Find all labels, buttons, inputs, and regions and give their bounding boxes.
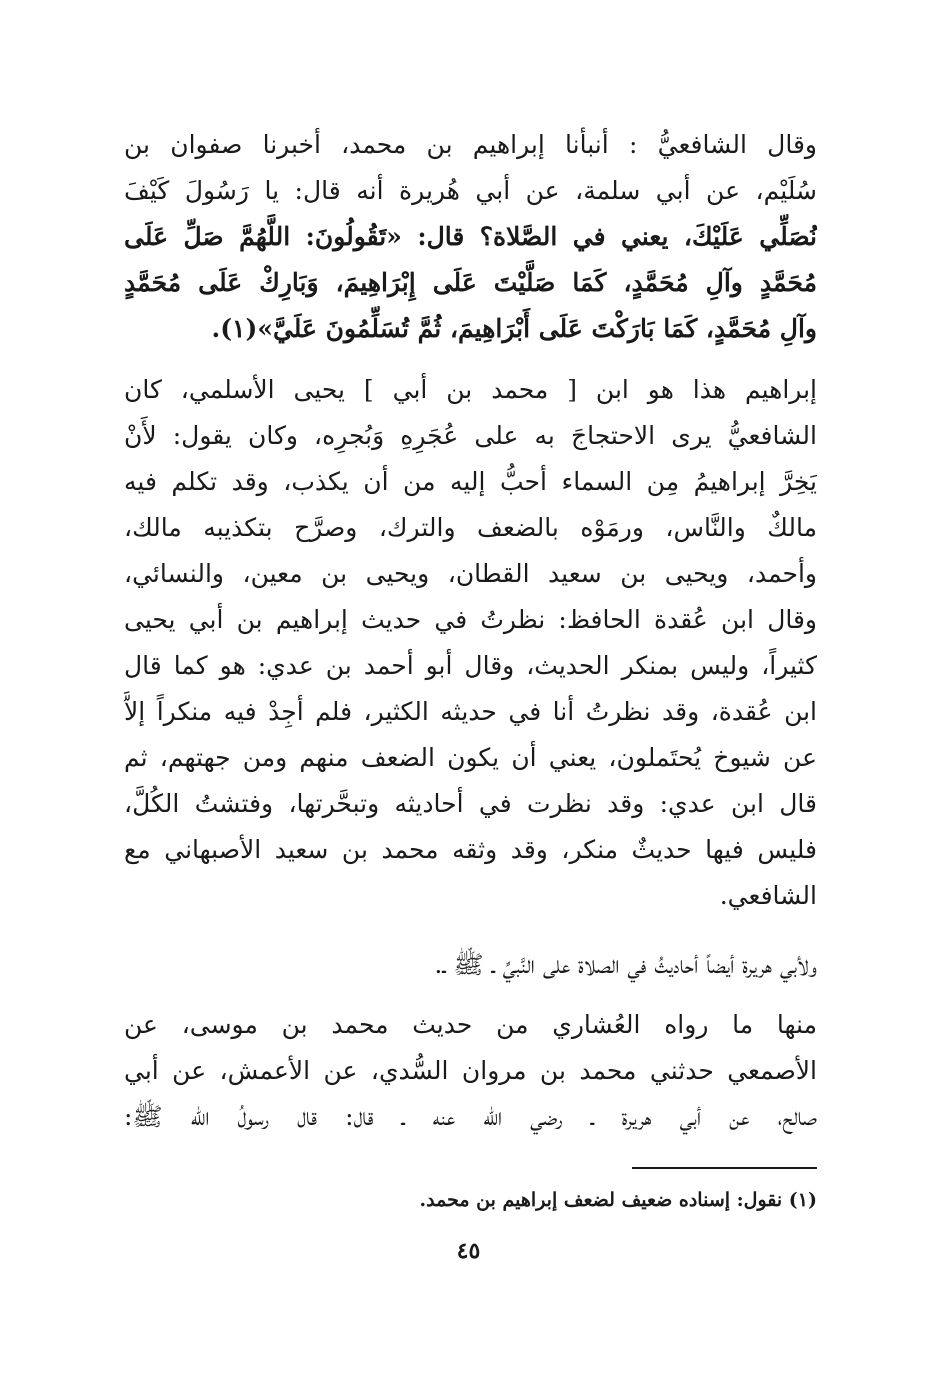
text-line: الشافعي. (719, 881, 817, 910)
text-line: الأصمعي حدثني محمد بن مروان السُّدي، عن الأعمش، عن أبي (124, 1056, 817, 1085)
text-line: منها ما رواه العُشاري من حديث محمد بن موسى، عن (124, 1010, 817, 1039)
text-line: وأحمد، ويحيى بن سعيد القطان، ويحيى بن معين، والنسائي، (124, 559, 817, 588)
text-line: كثيراً، وليس بمنكر الحديث، وقال أبو أحمد بن عدي: هو كما قال (124, 651, 817, 680)
text-line: ولأبي هريرة أيضاً أحاديثُ في الصلاة على النَّبيِّ ـ ﷺ ـ. (434, 950, 817, 979)
paragraph-hadith-shafii (124, 122, 817, 352)
paragraph-ibrahim-commentary (124, 367, 817, 919)
text-line: نُصَلِّي عَلَيْكَ، يعني في الصَّلاة؟ قال: «تَقُولُونَ: اللَّهُمَّ صَلِّ عَلَى (124, 222, 817, 251)
text-line: يَخِرَّ إبراهيمُ مِن السماء أحبُّ إليه من أن يكذب، وقد تكلم فيه (124, 467, 817, 496)
text-line: صالح، عن أبي هريرة ـ رضي الله عنه ـ قال: قال رسولُ الله ﷺ: (124, 1102, 817, 1131)
text-line: ابن عُقدة، وقد نظرتُ أنا في حديثه الكثير، فلم أجِدْ فيه منكراً إلاَّ (124, 697, 817, 726)
footnote-divider (632, 1167, 817, 1169)
page-number: ٤٥ (456, 1238, 481, 1264)
text-line: عن شيوخ يُحتَملون، يعني أن يكون الضعف منهم ومن جهتهم، ثم (124, 743, 817, 772)
text-line: مُحَمَّدٍ وآلِ مُحَمَّدٍ، كَمَا صَلَّيْتَ عَلَى إِبْرَاهِيمَ، وَبَارِكْ عَلَى مُحَمَّدٍ (124, 268, 817, 297)
text-line: الشافعيُّ يرى الاحتجاجَ به على عُجَرِهِ وَبُجرِه، وكان يقول: لأَنْ (124, 421, 817, 450)
text-line: فليس فيها حديثٌ منكر، وقد وثقه محمد بن سعيد الأصبهاني مع (124, 835, 817, 864)
text-line: مالكٌ والنَّاس، ورمَوْه بالضعف والترك، وصرَّح بتكذيبه مالك، (124, 513, 817, 542)
paragraph-abu-hurayra (124, 942, 817, 988)
text-line: وقال ابن عُقدة الحافظ: نظرتُ في حديث إبراهيم بن أبي يحيى (124, 605, 817, 634)
text-line: وآلِ مُحَمَّدٍ، كَمَا بَارَكْتَ عَلَى أَبْرَاهِيمَ، ثُمَّ تُسَلِّمُونَ عَلَيَّ»(١). (211, 314, 817, 343)
footnote: (١) نقول: إسناده ضعيف لضعف إبراهيم بن محمد. (419, 1189, 817, 1211)
text-line: سُلَيْم، عن أبي سلمة، عن أبي هُريرة أنه قال: يا رَسُولَ كَيْفَ (124, 176, 817, 205)
text-line: إبراهيم هذا هو ابن [ محمد بن أبي ] يحيى الأسلمي، كان (124, 375, 817, 404)
text-line: وقال الشافعيُّ : أنبأنا إبراهيم بن محمد، أخبرنا صفوان بن (124, 130, 817, 159)
text-line: قال ابن عدي: وقد نظرت في أحاديثه وتبحَّرتها، وفتشتُ الكُلَّ، (124, 789, 817, 818)
paragraph-ushari-narration (124, 1002, 817, 1140)
